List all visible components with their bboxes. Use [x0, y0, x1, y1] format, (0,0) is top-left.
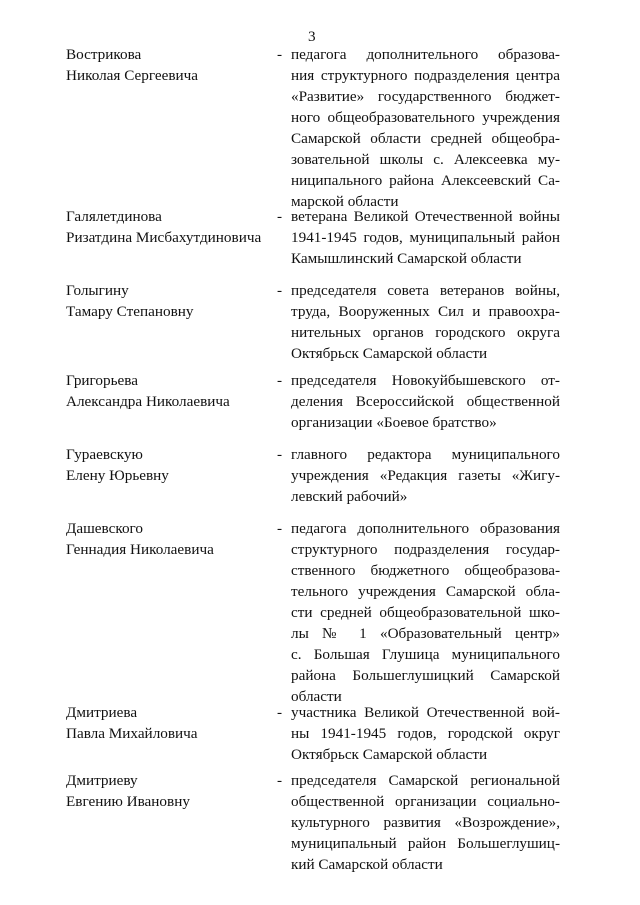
dash-separator: -: [277, 372, 283, 389]
description-line: с. Большая Глушица муниципального: [291, 646, 560, 663]
person-name-line: Голыгину: [66, 282, 129, 299]
person-description: [291, 206, 560, 269]
person-name: [66, 702, 276, 744]
person-name-line: Александра Николаевича: [66, 393, 230, 410]
description-line: сти средней общеобразовательной шко-: [291, 604, 560, 621]
dash-separator: -: [277, 520, 283, 537]
person-name-line: Дашевского: [66, 520, 144, 537]
dash-separator: -: [277, 704, 283, 721]
person-name: [66, 206, 276, 248]
person-name: [66, 518, 276, 560]
description-line: культурного развития «Возрождение»,: [291, 814, 560, 831]
person-name-line: Тамару Степановну: [66, 303, 194, 320]
person-name-line: Павла Михайловича: [66, 725, 198, 742]
description-line: главного редактора муниципального: [291, 446, 560, 463]
description-line: зовательной школы с. Алексеевка му-: [291, 151, 560, 168]
description-line: ниципального района Алексеевский Са-: [291, 172, 560, 189]
person-description: [291, 370, 560, 433]
description-line: нительных органов городского округа: [291, 324, 560, 341]
person-name-line: Геннадия Николаевича: [66, 541, 214, 558]
person-name: [66, 44, 276, 86]
person-name-line: Елену Юрьевну: [66, 467, 169, 484]
description-line: структурного подразделения государ-: [291, 541, 560, 558]
description-line: председателя Новокуйбышевского от-: [291, 372, 560, 389]
dash-separator: -: [277, 208, 283, 225]
description-line: «Развитие» государственного бюджет-: [291, 88, 560, 105]
person-name-line: Дмитриеву: [66, 772, 138, 789]
person-name-line: Григорьева: [66, 372, 138, 389]
description-line: педагога дополнительного образова-: [291, 46, 560, 63]
dash-separator: -: [277, 446, 283, 463]
description-line: учреждения «Редакция газеты «Жигу-: [291, 467, 560, 484]
description-line: общественной организации социально-: [291, 793, 560, 810]
description-line: труда, Вооруженных Сил и правоохра-: [291, 303, 560, 320]
person-description: [291, 770, 560, 875]
person-description: [291, 280, 560, 364]
description-line: кий Самарской области: [291, 856, 443, 873]
description-line: Октябрьск Самарской области: [291, 746, 488, 763]
description-line: ны 1941-1945 годов, городской округ: [291, 725, 560, 742]
person-name-line: Гураевскую: [66, 446, 143, 463]
description-line: Самарской области средней общеобра-: [291, 130, 560, 147]
description-line: марской области: [291, 193, 399, 210]
person-name-line: Вострикова: [66, 46, 142, 63]
description-line: муниципальный район Большеглушиц-: [291, 835, 560, 852]
person-name: [66, 770, 276, 812]
description-line: ственного бюджетного общеобразова-: [291, 562, 560, 579]
person-name-line: Дмитриева: [66, 704, 138, 721]
person-name-line: Евгению Ивановну: [66, 793, 190, 810]
person-description: [291, 44, 560, 212]
dash-separator: -: [277, 46, 283, 63]
dash-separator: -: [277, 772, 283, 789]
description-line: педагога дополнительного образования: [291, 520, 560, 537]
description-line: тельного учреждения Самарской обла-: [291, 583, 560, 600]
person-name: [66, 370, 276, 412]
description-line: области: [291, 688, 342, 705]
description-line: ветерана Великой Отечественной войны: [291, 208, 560, 225]
description-line: ного общеобразовательного учреждения: [291, 109, 560, 126]
page-number: 3: [308, 28, 316, 45]
person-name: [66, 444, 276, 486]
description-line: ния структурного подразделения центра: [291, 67, 560, 84]
person-description: [291, 702, 560, 765]
person-name-line: Ризатдина Мисбахутдиновича: [66, 229, 262, 246]
description-line: деления Всероссийской общественной: [291, 393, 560, 410]
description-line: председателя совета ветеранов войны,: [291, 282, 560, 299]
description-line: председателя Самарской региональной: [291, 772, 560, 789]
description-line: Камышлинский Самарской области: [291, 250, 522, 267]
description-line: организации «Боевое братство»: [291, 414, 497, 431]
description-line: Октябрьск Самарской области: [291, 345, 488, 362]
description-line: лы № 1 «Образовательный центр»: [291, 625, 560, 642]
person-name-line: Галялетдинова: [66, 208, 162, 225]
person-description: [291, 444, 560, 507]
description-line: левский рабочий»: [291, 488, 408, 505]
person-name-line: Николая Сергеевича: [66, 67, 199, 84]
dash-separator: -: [277, 282, 283, 299]
person-name: [66, 280, 276, 322]
description-line: района Большеглушицкий Самарской: [291, 667, 560, 684]
description-line: 1941-1945 годов, муниципальный район: [291, 229, 560, 246]
description-line: участника Великой Отечественной вой-: [291, 704, 560, 721]
person-description: [291, 518, 560, 707]
